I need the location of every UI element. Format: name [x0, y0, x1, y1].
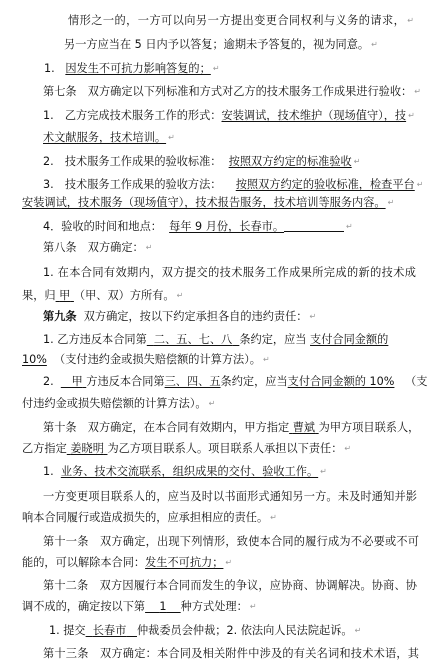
list-item-continued: 10% （支付违约金或损失赔偿额的计算方法）。 ↵ [22, 353, 270, 366]
list-item: 1. 提交 长春市 仲裁委员会仲裁；2. 依法向人民法院起诉。 ↵ [49, 624, 362, 637]
list-item: 3. 技术服务工作成果的验收方法： 按照双方约定的验收标准，检查平台 ↵ [43, 178, 424, 191]
clause-13-heading: 第十三条 双方确定：本合同及相关附件中涉及的有关名词和技术术语，其 [43, 647, 419, 660]
clause-11-heading: 第十一条 双方确定，出现下列情形，致使本合同的履行成为不必要或不可 [43, 535, 419, 548]
clause-9-heading: 第九条 双方确定，按以下约定承担各自的违约责任： ↵ [43, 310, 317, 323]
list-item-continued: 安装调试，技术服务（现场值守），技术报告服务，技术培训等服务内容。 ↵ [22, 196, 395, 209]
clause-12-heading: 第十二条 双方因履行本合同而发生的争议，应协商、协调解决。协商、协 [43, 579, 417, 592]
clause-8-heading: 第八条 双方确定： ↵ [43, 241, 153, 254]
list-item: 1. 因发生不可抗力影响答复的； ↵ [44, 62, 220, 75]
text-line: 响本合同履行或造成损失的，应承担相应的责任。 ↵ [22, 511, 277, 524]
list-item: 4．验收的时间和地点： 每年 9 月份，长春市。 ↵ [43, 220, 353, 233]
list-item: 1. 乙方违反本合同第 二、五、七、八 条约定，应当 支付合同金额的 [43, 333, 389, 346]
text-line: 果，归 甲 （甲、双）方所有。 ↵ [22, 289, 184, 302]
text-line: 1. 在本合同有效期内，双方提交的技术服务工作成果所完成的新的技术成 [43, 266, 416, 279]
list-item-continued: 术文献服务，技术培训。 ↵ [43, 131, 175, 144]
list-item: 1. 业务、技术交流联系，组织成果的交付、验收工作。 ↵ [43, 465, 327, 478]
clause-7-heading: 第七条 双方确定以下列标准和方式对乙方的技术服务工作成果进行验收： ↵ [43, 85, 421, 98]
text-line: 一方变更项目联系人的，应当及时以书面形式通知另一方。未及时通知并影 [43, 490, 417, 503]
text-line: 乙方指定 姜晓明 为乙方项目联系人。项目联系人承担以下责任： ↵ [22, 442, 352, 455]
list-item: 2. 技术服务工作成果的验收标准： 按照双方约定的标准验收 ↵ [43, 155, 361, 168]
text-line: 调不成的，确定按以下第 1 种方式处理： ↵ [22, 600, 257, 613]
list-item-continued: 付违约金或损失赔偿额的计算方法）。 ↵ [22, 397, 216, 410]
list-item: 2. 甲 方违反本合同第三、四、五条约定，应当支付合同金额的 10% （支 [43, 375, 428, 388]
text-line: 另一方应当在 5 日内予以答复；逾期未予答复的，视为同意。 ↵ [64, 38, 378, 51]
text-line: 情形之一的，一方可以向另一方提出变更合同权利与义务的请求， ↵ [68, 14, 414, 27]
text-line: 能的，可以解除本合同：发生不可抗力； ↵ [22, 556, 233, 569]
clause-10-heading: 第十条 双方确定，在本合同有效期内，甲方指定 曹斌 为甲方项目联系人， [43, 421, 420, 434]
list-item: 1. 乙方完成技术服务工作的形式：安装调试，技术维护（现场值守），技 ↵ [43, 109, 415, 122]
